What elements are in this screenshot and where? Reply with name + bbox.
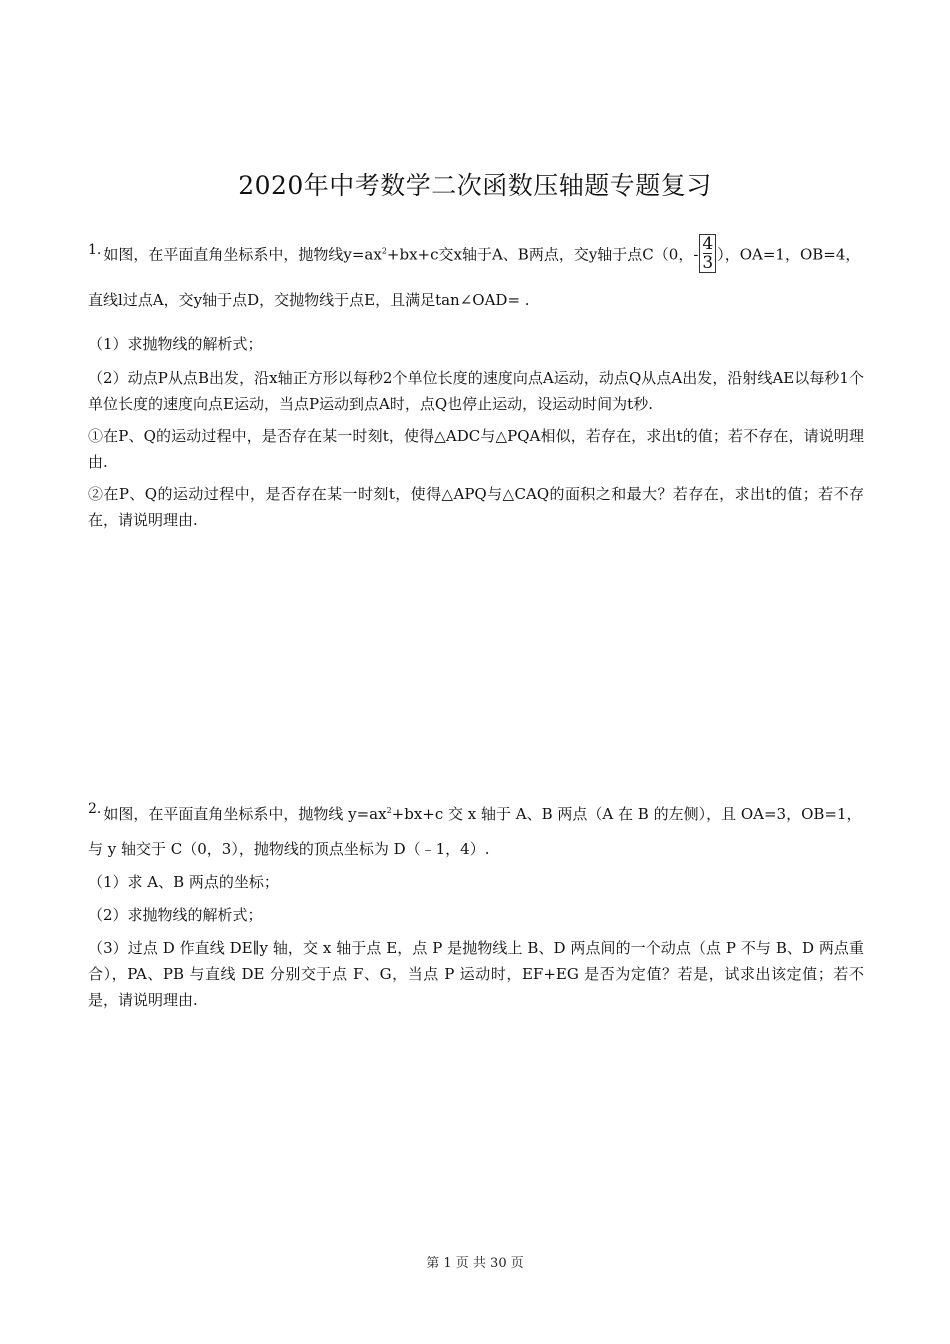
page-title: 2020年中考数学二次函数压轴题专题复习	[238, 171, 712, 200]
q1-fraction-numerator: 4	[702, 234, 714, 254]
q1-fraction-denominator: 3	[702, 253, 714, 273]
q2-part3: （3）过点 D 作直线 DE∥y 轴，交 x 轴于点 E，点 P 是抛物线上 B、D 两点间的一个动点（点 P 不与 B、D 两点重合），PA、PB 与直线 DE 分别交于点 F、G，当点 P 运动时，EF+EG 是否为定值？若是，试求出该定值；若不是，请说明理由.	[88, 939, 864, 1009]
q2-number: 2.	[88, 801, 102, 817]
q1-exponent: 2	[381, 246, 387, 256]
q2-part1: （1）求 A、B 两点的坐标；	[88, 873, 279, 891]
q1-number: 1.	[88, 241, 102, 258]
q2-exponent: 2	[386, 806, 392, 815]
q1-part2: （2）动点P从点B出发，沿x轴正方形以每秒2个单位长度的速度向点A运动，动点Q从点A出发，沿射线AE以每秒1个单位长度的速度向点E运动，当点P运动到点A时，点Q也停止运动，设运动时间为t秒.	[88, 369, 864, 413]
q1-line1-b: +bx+c交x轴于A、B两点，交y轴于点C（0，-	[386, 245, 699, 264]
q1-part1: （1）求抛物线的解析式；	[88, 335, 263, 353]
q2-line2: 与 y 轴交于 C（0，3），抛物线的顶点坐标为 D（﹣1，4）.	[88, 840, 490, 858]
q1-line1	[88, 236, 868, 275]
q2-part2: （2）求抛物线的解析式；	[88, 906, 263, 924]
q1-line1-a: 如图，在平面直角坐标系中，抛物线y=ax	[103, 245, 382, 264]
q1-part2-1: ①在P、Q的运动过程中，是否存在某一时刻t，使得△ADC与△PQA相似，若存在，求出t的值；若不存在，请说明理由.	[88, 427, 864, 471]
q1-fraction	[699, 234, 716, 273]
page-footer: 第 1 页 共 30 页	[426, 1256, 524, 1271]
q2-line1-b: +bx+c 交 x 轴于 A、B 两点（A 在 B 的左侧），且 OA=3，OB=1，	[391, 805, 862, 823]
q1-part2-2: ②在P、Q的运动过程中，是否存在某一时刻t，使得△APQ与△CAQ的面积之和最大？若存在，求出t的值；若不存在，请说明理由.	[88, 485, 864, 529]
q1-line2: 直线l过点A，交y轴于点D，交抛物线于点E，且满足tan∠OAD= .	[88, 291, 530, 309]
q1-line1-c: ），OA=1，OB=4，	[717, 245, 861, 264]
q2-line1	[88, 803, 868, 824]
q2-line1-a: 如图，在平面直角坐标系中，抛物线 y=ax	[103, 805, 387, 823]
